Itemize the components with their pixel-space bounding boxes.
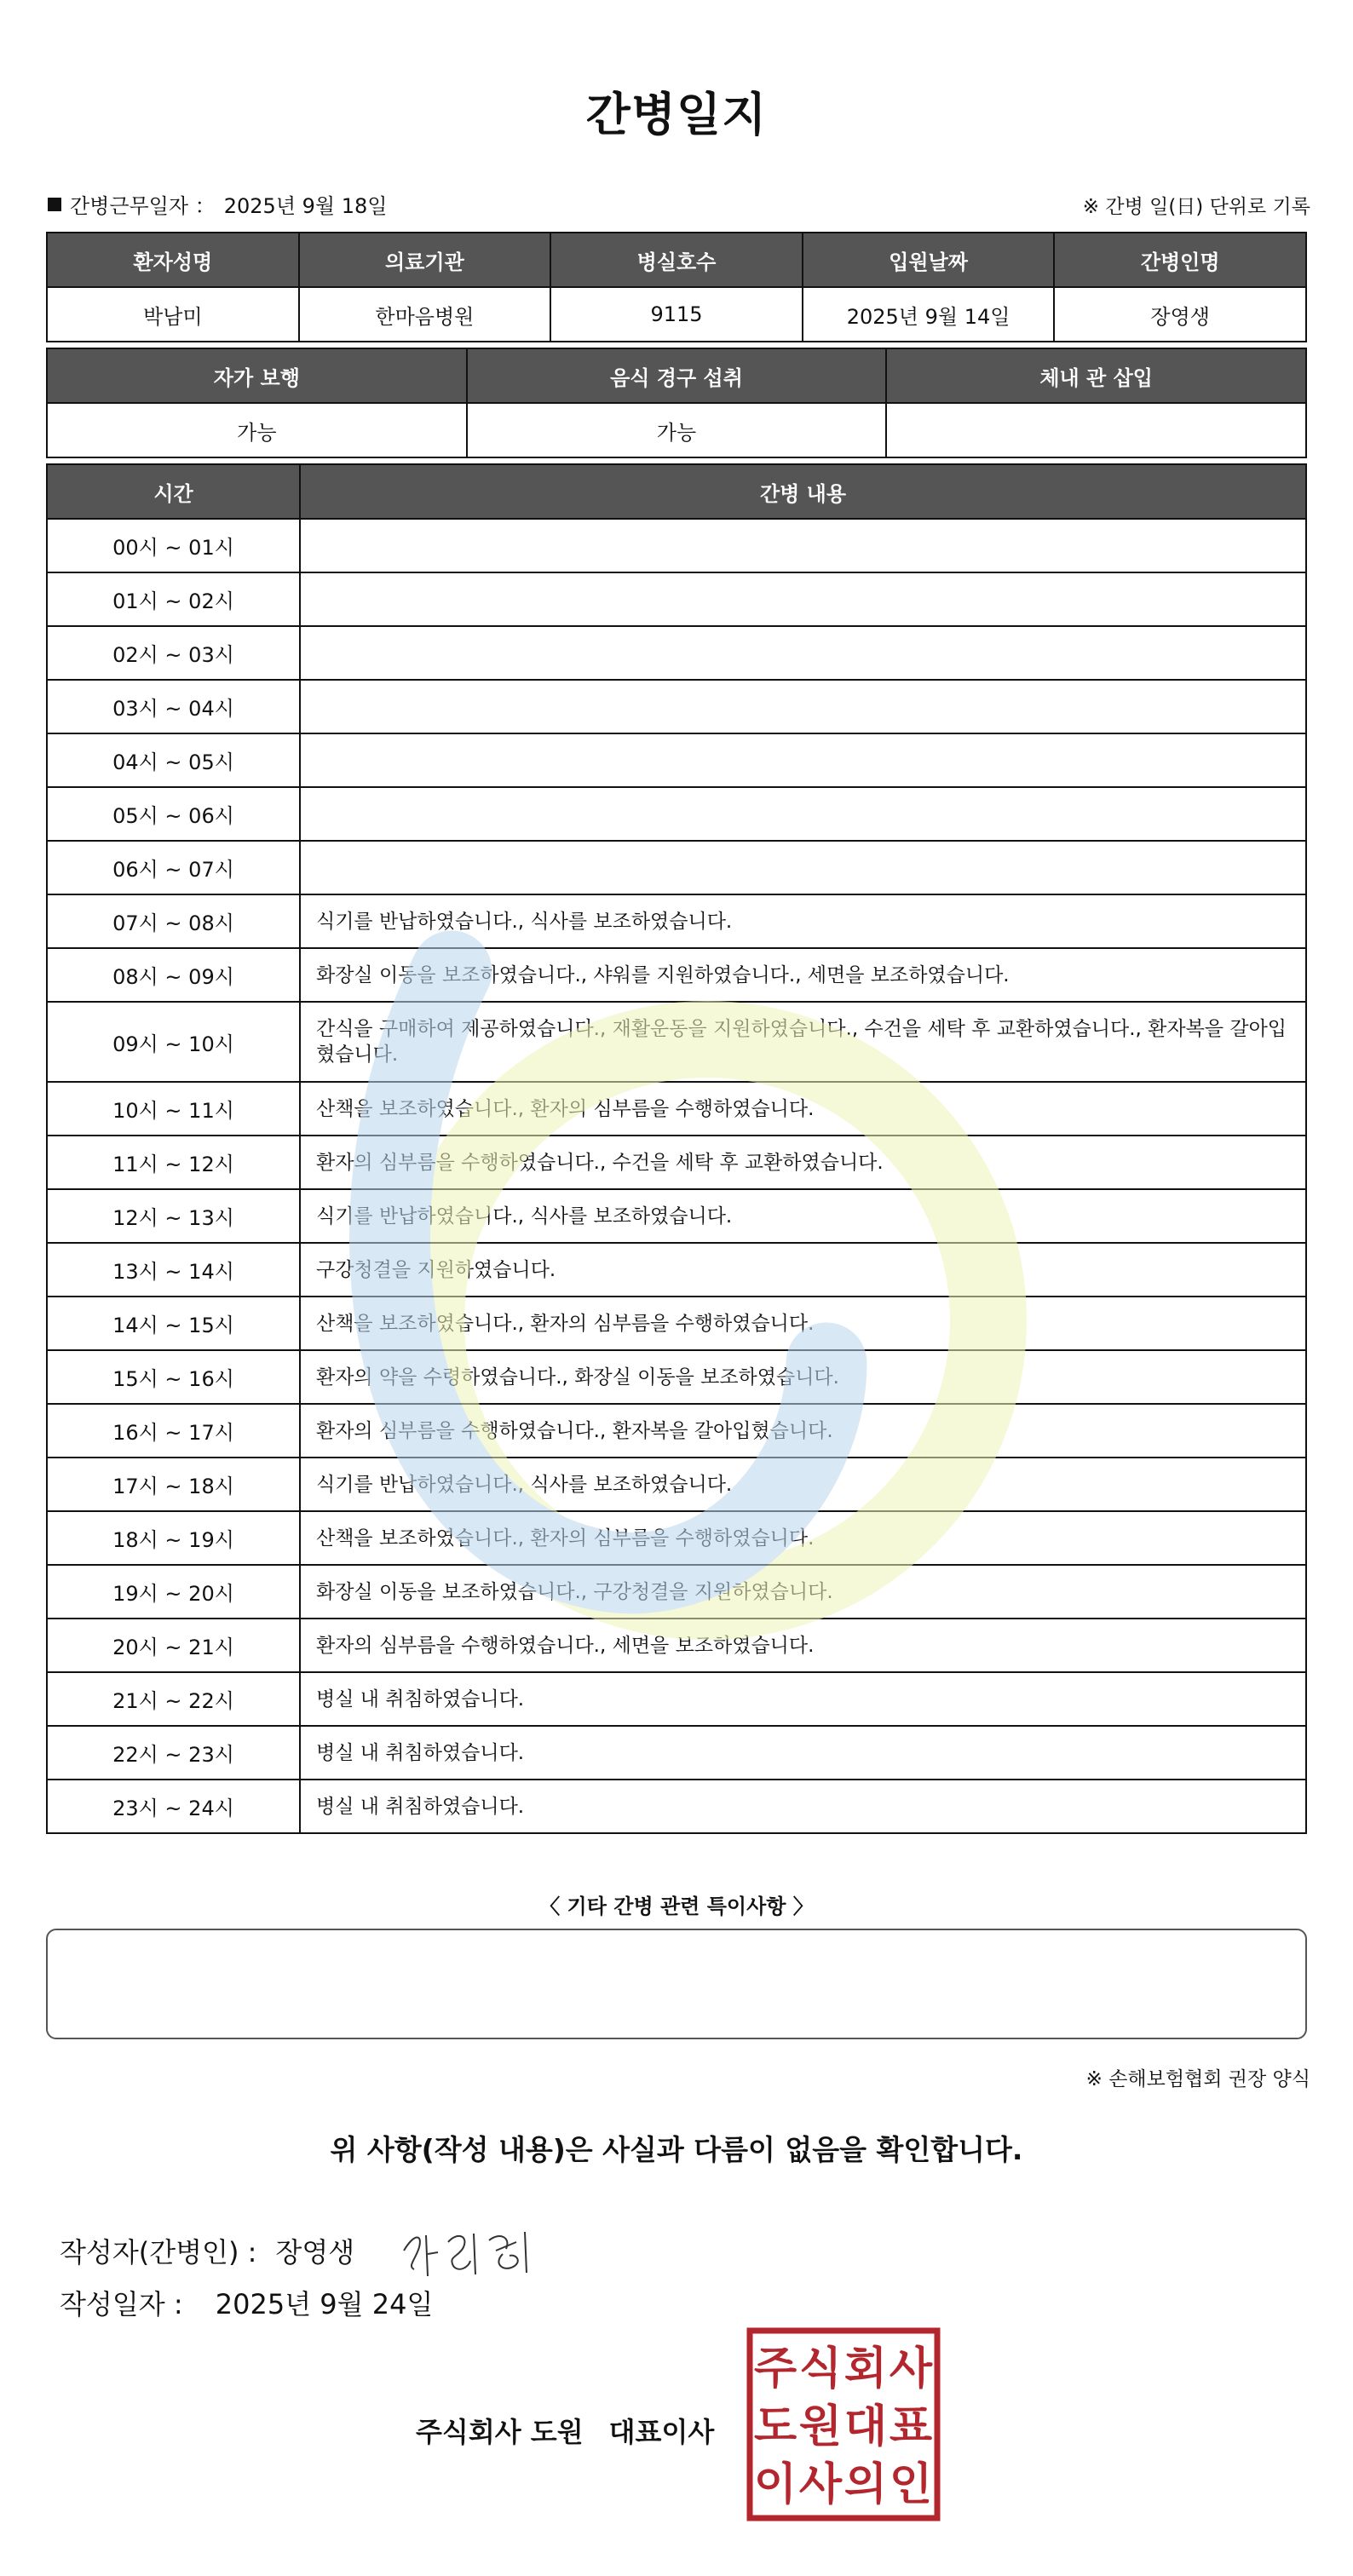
record-unit-note: ※ 간병 일(日) 단위로 기록 [1082, 196, 1310, 218]
seal-char: 원 [798, 2401, 843, 2452]
header-caregiver-name: 간병인명 [1054, 233, 1306, 287]
log-content: 병실 내 취침하였습니다. [300, 1672, 1306, 1726]
seal-char: 대 [843, 2401, 888, 2452]
header-admission-date: 입원날짜 [803, 233, 1055, 287]
care-log-row [47, 1511, 1306, 1565]
care-log-row [47, 519, 1306, 572]
company-name: 주식회사 도원 [416, 2416, 584, 2448]
header-patient-name: 환자성명 [47, 233, 299, 287]
log-time: 04시 ~ 05시 [47, 733, 300, 787]
log-time: 17시 ~ 18시 [47, 1458, 300, 1511]
header-tube-insertion: 체내 관 삽입 [886, 348, 1306, 403]
log-content: 산책을 보조하였습니다., 환자의 심부름을 수행하였습니다. [300, 1511, 1306, 1565]
header-hospital: 의료기관 [299, 233, 551, 287]
care-log-row [47, 1002, 1306, 1082]
log-content [300, 626, 1306, 680]
company-role: 대표이사 [608, 2416, 715, 2448]
care-log-row [47, 1350, 1306, 1404]
log-time: 11시 ~ 12시 [47, 1136, 300, 1189]
remarks-box [46, 1929, 1307, 2039]
log-time: 18시 ~ 19시 [47, 1511, 300, 1565]
written-date-label: 작성일자 : [60, 2288, 183, 2320]
log-time: 09시 ~ 10시 [47, 1002, 300, 1082]
square-bullet-icon [48, 198, 61, 211]
log-content: 화장실 이동을 보조하였습니다., 구강청결을 지원하였습니다. [300, 1565, 1306, 1619]
log-time: 22시 ~ 23시 [47, 1726, 300, 1780]
log-content: 간식을 구매하여 제공하였습니다., 재활운동을 지원하였습니다., 수건을 세탁 후 교환하였습니다., 환자복을 갈아입혔습니다. [300, 1002, 1306, 1082]
log-content: 화장실 이동을 보조하였습니다., 샤워를 지원하였습니다., 세면을 보조하였습니다. [300, 948, 1306, 1002]
caregiver-name: 장영생 [1054, 287, 1306, 342]
hospital-name: 한마음병원 [299, 287, 551, 342]
care-log-row [47, 733, 1306, 787]
log-content: 식기를 반납하였습니다., 식사를 보조하였습니다. [300, 894, 1306, 948]
log-content [300, 841, 1306, 894]
care-log-row [47, 1082, 1306, 1136]
care-log-row [47, 680, 1306, 733]
log-content: 식기를 반납하였습니다., 식사를 보조하였습니다. [300, 1458, 1306, 1511]
header-room: 병실호수 [550, 233, 803, 287]
log-time: 23시 ~ 24시 [47, 1780, 300, 1833]
log-content [300, 680, 1306, 733]
form-source-note: ※ 손해보험협회 권장 양식 [1085, 2068, 1310, 2090]
log-content: 환자의 심부름을 수행하였습니다., 세면을 보조하였습니다. [300, 1619, 1306, 1672]
log-content [300, 572, 1306, 626]
log-time: 16시 ~ 17시 [47, 1404, 300, 1458]
log-time: 12시 ~ 13시 [47, 1189, 300, 1243]
care-log-row [47, 1619, 1306, 1672]
care-log-row [47, 1136, 1306, 1189]
log-time: 07시 ~ 08시 [47, 894, 300, 948]
seal-char: 사 [889, 2343, 933, 2395]
company-seal-stamp [746, 2327, 941, 2521]
remarks-title: 〈 기타 간병 관련 특이사항 〉 [539, 1895, 814, 1918]
care-log-row [47, 1458, 1306, 1511]
care-log-table [46, 463, 1307, 1834]
log-time: 10시 ~ 11시 [47, 1082, 300, 1136]
log-content: 환자의 심부름을 수행하였습니다., 수건을 세탁 후 교환하였습니다. [300, 1136, 1306, 1189]
patient-status-table [46, 348, 1307, 458]
work-date-value: 2025년 9월 18일 [223, 194, 388, 218]
work-date [48, 189, 387, 219]
log-content [300, 787, 1306, 841]
care-log-row [47, 1726, 1306, 1780]
care-log-row [47, 1243, 1306, 1297]
log-time: 03시 ~ 04시 [47, 680, 300, 733]
log-content: 산책을 보조하였습니다., 환자의 심부름을 수행하였습니다. [300, 1082, 1306, 1136]
patient-name: 박남미 [47, 287, 299, 342]
care-log-row [47, 1189, 1306, 1243]
care-log-row [47, 1565, 1306, 1619]
confirmation-statement: 위 사항(작성 내용)은 사실과 다름이 없음을 확인합니다. [330, 2133, 1023, 2166]
log-content: 산책을 보조하였습니다., 환자의 심부름을 수행하였습니다. [300, 1297, 1306, 1350]
tube-insertion-value [886, 403, 1306, 457]
log-content: 병실 내 취침하였습니다. [300, 1726, 1306, 1780]
log-time: 00시 ~ 01시 [47, 519, 300, 572]
log-time: 21시 ~ 22시 [47, 1672, 300, 1726]
log-time: 20시 ~ 21시 [47, 1619, 300, 1672]
log-time: 02시 ~ 03시 [47, 626, 300, 680]
log-time: 06시 ~ 07시 [47, 841, 300, 894]
work-date-label: 간병근무일자 ： [70, 194, 216, 218]
log-content: 환자의 심부름을 수행하였습니다., 환자복을 갈아입혔습니다. [300, 1404, 1306, 1458]
header-oral-intake: 음식 경구 섭취 [467, 348, 887, 403]
log-time: 14시 ~ 15시 [47, 1297, 300, 1350]
seal-char: 표 [889, 2401, 933, 2452]
care-log-row [47, 1672, 1306, 1726]
care-log-row [47, 841, 1306, 894]
log-time: 05시 ~ 06시 [47, 787, 300, 841]
written-date-line [60, 2283, 433, 2322]
handwritten-signature [397, 2217, 542, 2285]
header-self-walking: 자가 보행 [47, 348, 467, 403]
care-log-row [47, 1780, 1306, 1833]
log-content: 환자의 약을 수령하였습니다., 화장실 이동을 보조하였습니다. [300, 1350, 1306, 1404]
log-time: 01시 ~ 02시 [47, 572, 300, 626]
seal-char: 회 [843, 2343, 888, 2395]
page-title: 간병일지 [585, 88, 768, 141]
log-time: 08시 ~ 09시 [47, 948, 300, 1002]
seal-char: 식 [798, 2343, 843, 2395]
care-log-row [47, 1404, 1306, 1458]
writer-name: 장영생 [275, 2236, 355, 2268]
written-date-value: 2025년 9월 24일 [215, 2288, 434, 2320]
admission-date: 2025년 9월 14일 [803, 287, 1055, 342]
writer-line [60, 2217, 542, 2285]
log-content: 병실 내 취침하였습니다. [300, 1780, 1306, 1833]
seal-char: 의 [843, 2459, 888, 2510]
care-log-row [47, 948, 1306, 1002]
seal-char: 이 [753, 2459, 797, 2510]
care-log-row [47, 626, 1306, 680]
care-log-row [47, 787, 1306, 841]
room-number: 9115 [550, 287, 803, 342]
log-time: 13시 ~ 14시 [47, 1243, 300, 1297]
self-walking-value: 가능 [47, 403, 467, 457]
oral-intake-value: 가능 [467, 403, 887, 457]
log-time: 19시 ~ 20시 [47, 1565, 300, 1619]
company-line [416, 2411, 714, 2450]
seal-char: 도 [753, 2401, 797, 2452]
care-log-row [47, 572, 1306, 626]
patient-info-table [46, 232, 1307, 342]
writer-label: 작성자(간병인) : [60, 2236, 257, 2268]
log-content: 식기를 반납하였습니다., 식사를 보조하였습니다. [300, 1189, 1306, 1243]
care-log-row [47, 894, 1306, 948]
header-care-content: 간병 내용 [300, 464, 1306, 519]
seal-char: 주 [753, 2343, 797, 2395]
log-content [300, 519, 1306, 572]
seal-char: 사 [798, 2459, 843, 2510]
log-content: 구강청결을 지원하였습니다. [300, 1243, 1306, 1297]
header-time: 시간 [47, 464, 300, 519]
log-content [300, 733, 1306, 787]
log-time: 15시 ~ 16시 [47, 1350, 300, 1404]
care-log-row [47, 1297, 1306, 1350]
seal-char: 인 [889, 2459, 933, 2510]
